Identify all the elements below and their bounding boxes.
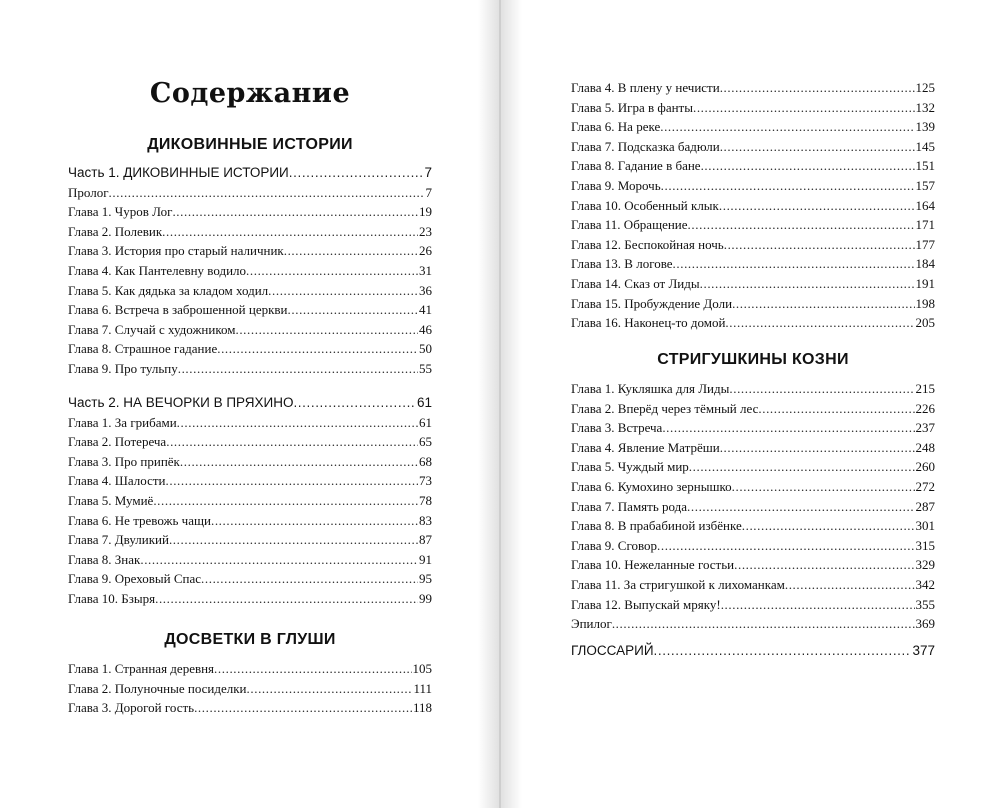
dot-leader: [729, 379, 914, 399]
toc-entry-label: Глава 4. Шалости: [68, 473, 166, 489]
toc-entry-label: Глава 1. Странная деревня: [68, 661, 215, 676]
toc-entry-page: 46: [419, 321, 432, 337]
toc-entry-page: 87: [419, 532, 432, 548]
toc-entry-page: 78: [419, 492, 432, 508]
toc-entry-page: 215: [915, 381, 935, 396]
toc-entry[interactable]: [68, 659, 432, 679]
toc-entry-label: Глава 2. Вперёд через тёмный лес: [571, 400, 759, 416]
toc-entry[interactable]: [571, 477, 935, 497]
dot-leader: [693, 98, 915, 118]
toc-entry[interactable]: [68, 679, 432, 699]
toc-entry-page: 50: [419, 341, 432, 357]
toc-entry[interactable]: [571, 176, 935, 196]
toc-entry-label: Глава 11. Обращение: [571, 217, 688, 233]
dot-leader: [660, 117, 914, 137]
dot-leader: [662, 418, 914, 438]
toc-entry-page: 151: [915, 158, 935, 174]
toc-entry[interactable]: [68, 222, 432, 242]
dot-leader: [720, 137, 915, 157]
toc-entry-label: Глава 9. Ореховый Спас: [68, 571, 202, 587]
toc-entry[interactable]: [571, 215, 935, 235]
dot-leader: [689, 457, 915, 477]
dot-leader: [166, 471, 419, 491]
toc-entry-page: 191: [915, 275, 935, 291]
toc-entry-page: 260: [915, 459, 935, 475]
dot-leader: [657, 536, 914, 556]
toc-entry-label: Глава 6. На реке: [571, 119, 661, 135]
toc-entry-page: 95: [419, 571, 432, 587]
toc-list-part2: [68, 393, 432, 609]
toc-entry-label: Глава 13. В логове: [571, 256, 673, 272]
toc-entry-label: Глава 3. Про припёк: [68, 453, 180, 469]
toc-entry-page: 23: [419, 223, 432, 239]
toc-entry-label: Глава 5. Чуждый мир: [571, 459, 689, 475]
toc-entry-page: 248: [915, 439, 935, 455]
toc-entry-page: 164: [915, 197, 935, 213]
dot-leader: [214, 659, 411, 679]
toc-entry[interactable]: [68, 202, 432, 222]
dot-leader: [724, 235, 915, 255]
dot-leader: [246, 261, 418, 281]
toc-entry-label: Глава 12. Беспокойная ночь: [571, 236, 724, 252]
toc-entry-label: Глава 6. Не тревожь чащи: [68, 512, 211, 528]
toc-entry[interactable]: [68, 339, 432, 359]
toc-entry-label: Глава 8. Знак: [68, 551, 141, 567]
toc-entry-label: Глава 10. Нежеланные гостьи: [571, 557, 735, 573]
dot-leader: [109, 183, 425, 203]
toc-entry-page: 91: [419, 551, 432, 567]
toc-entry[interactable]: [68, 511, 432, 531]
toc-entry[interactable]: [68, 300, 432, 320]
toc-entry-label: Глава 9. Морочь: [571, 177, 661, 193]
dot-leader: [701, 156, 915, 176]
dot-leader: [719, 196, 915, 216]
toc-list-part1: [68, 163, 432, 379]
dot-leader: [180, 452, 418, 472]
toc-entry-page: 41: [419, 302, 432, 318]
toc-entry[interactable]: [571, 497, 935, 517]
toc-entry[interactable]: [68, 698, 432, 718]
toc-entry[interactable]: [68, 281, 432, 301]
toc-entry[interactable]: [571, 117, 935, 137]
section-heading-strigushka-tricks: СТРИГУШКИНЫ КОЗНИ: [657, 351, 849, 368]
toc-entry-page: 157: [915, 177, 935, 193]
toc-entry-page: 105: [412, 661, 432, 676]
dot-leader: [700, 274, 915, 294]
dot-leader: [155, 589, 418, 609]
toc-entry[interactable]: [68, 432, 432, 452]
toc-entry-page: 237: [915, 420, 935, 436]
toc-entry[interactable]: [571, 98, 935, 118]
toc-entry-label: Глава 15. Пробуждение Доли: [571, 295, 733, 311]
toc-entry-label: Часть 1. ДИКОВИННЫЕ ИСТОРИИ: [68, 165, 289, 180]
toc-entry-page: 226: [915, 400, 935, 416]
toc-entry-page: 205: [915, 315, 935, 331]
toc-entry[interactable]: [571, 575, 935, 595]
toc-entry-page: 61: [419, 414, 432, 430]
toc-entry[interactable]: [571, 399, 935, 419]
toc-entry-label: Глава 7. Случай с художником: [68, 321, 236, 337]
toc-entry-label: Глава 5. Мумиё: [68, 492, 154, 508]
dot-leader: [235, 320, 418, 340]
toc-entry-label: Глава 6. Встреча в заброшенной церкви: [68, 302, 288, 318]
toc-entry-label: Глава 10. Бзыря: [68, 590, 156, 606]
toc-entry-page: 342: [915, 576, 935, 592]
dot-leader: [612, 614, 915, 634]
dot-leader: [162, 222, 418, 242]
toc-entry-label: Глава 3. История про старый наличник: [68, 243, 284, 259]
toc-entry-page: 272: [915, 478, 935, 494]
toc-entry-label: Глава 10. Особенный клык: [571, 197, 719, 213]
toc-entry-label: Глава 9. Про тульпу: [68, 360, 178, 376]
toc-entry[interactable]: [68, 261, 432, 281]
toc-entry[interactable]: [571, 379, 935, 399]
dot-leader: [247, 679, 413, 699]
toc-entry[interactable]: [571, 156, 935, 176]
toc-entry[interactable]: [571, 555, 935, 575]
dot-leader: [217, 339, 418, 359]
dot-leader: [153, 491, 418, 511]
dot-leader: [169, 530, 418, 550]
toc-entry-page: 118: [412, 700, 432, 716]
toc-list-section2: [68, 659, 432, 718]
toc-entry[interactable]: [571, 516, 935, 536]
toc-entry-label: Глава 8. Гадание в бане: [571, 158, 701, 174]
toc-entry-label: ГЛОССАРИЙ: [571, 643, 654, 658]
dot-leader: [178, 359, 418, 379]
toc-entry[interactable]: [68, 393, 432, 413]
toc-entry[interactable]: [571, 418, 935, 438]
book-gutter: [478, 0, 522, 808]
toc-entry-label: Глава 5. Игра в фанты: [571, 99, 693, 115]
toc-entry[interactable]: [68, 589, 432, 609]
toc-entry-page: 36: [419, 282, 432, 298]
toc-entry-glossary[interactable]: [571, 641, 935, 661]
toc-entry-page: 68: [419, 453, 432, 469]
dot-leader: [284, 241, 418, 261]
dot-leader: [293, 393, 416, 413]
toc-entry-page: 145: [915, 138, 935, 154]
dot-leader: [172, 202, 418, 222]
toc-entry-label: Глава 1. Кукляшка для Лиды: [571, 381, 730, 396]
toc-entry-page: 125: [915, 80, 935, 95]
toc-entry-page: 184: [915, 256, 935, 272]
toc-entry-label: Глава 6. Кумохино зернышко: [571, 478, 732, 494]
toc-entry-label: Глава 7. Подсказка бадюли: [571, 138, 720, 154]
toc-entry-page: 55: [419, 360, 432, 376]
toc-entry-label: Глава 4. В плену у нечисти: [571, 80, 720, 95]
toc-entry-page: 315: [915, 537, 935, 553]
dot-leader: [725, 313, 914, 333]
dot-leader: [268, 281, 418, 301]
toc-entry-label: Глава 7. Память рода: [571, 498, 688, 514]
toc-entry-label: Глава 5. Как дядька за кладом ходил: [68, 282, 269, 298]
toc-entry-label: Глава 8. В прабабиной избёнке: [571, 518, 742, 534]
toc-entry-page: 73: [419, 473, 432, 489]
toc-entry-page: 369: [915, 616, 935, 632]
toc-entry-label: Глава 4. Явление Матрёши: [571, 439, 720, 455]
toc-entry-label: Глава 3. Дорогой гость: [68, 700, 195, 716]
dot-leader: [140, 550, 418, 570]
toc-entry-label: Глава 1. За грибами: [68, 414, 177, 430]
toc-entry-page: 171: [915, 217, 935, 233]
dot-leader: [654, 641, 912, 661]
dot-leader: [687, 497, 914, 517]
toc-entry[interactable]: [68, 471, 432, 491]
toc-list-section3: [571, 379, 935, 634]
toc-entry-label: Эпилог: [571, 616, 612, 632]
dot-leader: [201, 569, 418, 589]
dot-leader: [732, 294, 914, 314]
toc-entry-page: 139: [915, 119, 935, 135]
toc-entry-label: Глава 11. За стригушкой к лихоманкам: [571, 576, 785, 592]
toc-list-section2-continued: [571, 78, 935, 333]
toc-entry-page: 377: [912, 643, 935, 658]
toc-entry[interactable]: [571, 196, 935, 216]
dot-leader: [734, 555, 914, 575]
toc-entry-page: 65: [419, 434, 432, 450]
toc-entry-label: Глава 16. Наконец-то домой: [571, 315, 726, 331]
toc-entry[interactable]: [68, 183, 432, 203]
dot-leader: [288, 300, 418, 320]
toc-entry-page: 99: [419, 590, 432, 606]
toc-entry-page: 287: [915, 498, 935, 514]
toc-entry[interactable]: [571, 137, 935, 157]
toc-entry-label: Глава 2. Полуночные посиделки: [68, 680, 247, 696]
toc-entry-label: Пролог: [68, 184, 109, 200]
dot-leader: [177, 413, 418, 433]
toc-entry[interactable]: [68, 452, 432, 472]
toc-entry[interactable]: [68, 163, 432, 183]
dot-leader: [194, 698, 412, 718]
dot-leader: [721, 595, 915, 615]
toc-entry[interactable]: [571, 313, 935, 333]
toc-entry[interactable]: [68, 569, 432, 589]
toc-entry-page: 26: [419, 243, 432, 259]
toc-entry[interactable]: [571, 254, 935, 274]
dot-leader: [720, 78, 915, 98]
toc-entry-page: 31: [419, 262, 432, 278]
toc-entry[interactable]: [571, 595, 935, 615]
dot-leader: [166, 432, 418, 452]
toc-entry[interactable]: [68, 241, 432, 261]
toc-entry[interactable]: [571, 235, 935, 255]
toc-entry-page: 355: [915, 596, 935, 612]
toc-entry[interactable]: [571, 536, 935, 556]
toc-entry[interactable]: [571, 78, 935, 98]
toc-entry-label: Глава 1. Чуров Лог: [68, 204, 173, 220]
contents-title: Содержание: [149, 78, 351, 109]
dot-leader: [673, 254, 915, 274]
toc-list-glossary: [571, 641, 935, 661]
toc-entry-label: Глава 7. Двуликий: [68, 532, 169, 548]
section-heading-dawn-in-wilderness: ДОСВЕТКИ В ГЛУШИ: [164, 631, 336, 648]
toc-entry-page: 19: [419, 204, 432, 220]
toc-entry-label: Глава 2. Полевик: [68, 223, 163, 239]
toc-entry-page: 198: [915, 295, 935, 311]
toc-entry-page: 7: [425, 184, 432, 200]
dot-leader: [661, 176, 915, 196]
dot-leader: [758, 399, 914, 419]
toc-entry-page: 83: [419, 512, 432, 528]
toc-entry-page: 61: [416, 395, 432, 410]
toc-entry-label: Глава 4. Как Пантелевну водило: [68, 262, 247, 278]
toc-entry-label: Глава 2. Потереча: [68, 434, 167, 450]
toc-entry-label: Глава 3. Встреча: [571, 420, 663, 436]
toc-entry-page: 111: [413, 680, 432, 696]
toc-entry[interactable]: [68, 359, 432, 379]
toc-entry-label: Глава 14. Сказ от Лиды: [571, 275, 700, 291]
dot-leader: [289, 163, 424, 183]
toc-entry[interactable]: [68, 550, 432, 570]
toc-entry-page: 301: [915, 518, 935, 534]
toc-entry[interactable]: [571, 438, 935, 458]
toc-entry[interactable]: [68, 491, 432, 511]
toc-entry[interactable]: [68, 530, 432, 550]
dot-leader: [742, 516, 915, 536]
toc-entry-page: 177: [915, 236, 935, 252]
dot-leader: [732, 477, 915, 497]
toc-entry-label: Глава 8. Страшное гадание: [68, 341, 218, 357]
toc-entry[interactable]: [571, 457, 935, 477]
toc-entry[interactable]: [571, 614, 935, 634]
toc-entry[interactable]: [68, 413, 432, 433]
section-heading-strange-stories: ДИКОВИННЫЕ ИСТОРИИ: [147, 136, 353, 153]
toc-entry[interactable]: [571, 294, 935, 314]
dot-leader: [785, 575, 915, 595]
toc-entry-page: 7: [424, 165, 432, 180]
toc-entry[interactable]: [571, 274, 935, 294]
toc-entry-page: 132: [915, 99, 935, 115]
dot-leader: [720, 438, 915, 458]
toc-entry[interactable]: [68, 320, 432, 340]
toc-entry-label: Глава 12. Выпускай мряку!: [571, 596, 721, 612]
toc-entry-label: Часть 2. НА ВЕЧОРКИ В ПРЯХИНО: [68, 395, 294, 410]
toc-entry-label: Глава 9. Сговор: [571, 537, 658, 553]
dot-leader: [211, 511, 418, 531]
toc-entry-page: 329: [915, 557, 935, 573]
dot-leader: [688, 215, 915, 235]
